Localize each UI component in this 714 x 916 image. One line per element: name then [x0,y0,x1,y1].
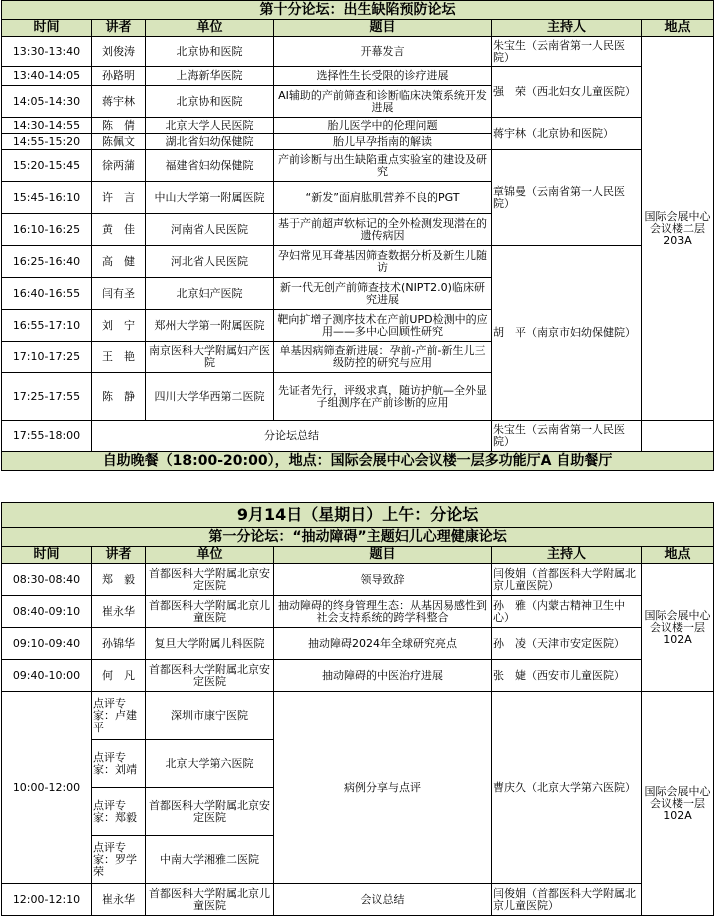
speaker-cell: 陈 倩 [92,118,146,134]
unit-cell: 中南大学湘雅二医院 [146,836,274,884]
host-cell: 曹庆久（北京大学第六医院） [492,692,642,884]
time-cell: 14:55-15:20 [2,134,92,150]
header-host: 主持人 [492,547,642,564]
location-cell: 国际会展中心会议楼一层102A [642,692,714,916]
speaker-cell: 王 艳 [92,342,146,373]
unit-cell: 郑州大学第一附属医院 [146,310,274,342]
location-cell: 国际会展中心会议楼二层203A [642,37,714,421]
unit-cell: 南京医科大学附属妇产医院 [146,342,274,373]
header-location: 地点 [642,547,714,564]
topic-cell: 抽动障碍的终身管理生态：从基因易感性到社会支持系统的跨学科整合 [274,596,492,628]
unit-cell: 河南省人民医院 [146,214,274,246]
header-topic: 题目 [274,547,492,564]
header-unit: 单位 [146,547,274,564]
topic-cell: 单基因病筛查新进展：孕前-产前-新生儿三级防控的研究与应用 [274,342,492,373]
forum-10-table [1,0,714,471]
host-cell: 孙 雅（内蒙古精神卫生中心） [492,596,642,628]
time-cell: 16:25-16:40 [2,246,92,278]
unit-cell: 福建省妇幼保健院 [146,150,274,182]
time-cell: 17:10-17:25 [2,342,92,373]
header-unit: 单位 [146,20,274,37]
topic-cell: 靶向扩增子测序技术在产前UPD检测中的应用——多中心回顾性研究 [274,310,492,342]
location-cell: 国际会展中心会议楼一层102A [642,564,714,692]
dinner-notice: 自助晚餐（18:00-20:00），地点：国际会展中心会议楼一层多功能厅A 自助餐厅 [2,452,714,471]
speaker-cell: 陈佩文 [92,134,146,150]
unit-cell: 北京协和医院 [146,37,274,67]
host-cell: 蒋宇林（北京协和医院） [492,118,642,150]
header-time: 时间 [2,20,92,37]
speaker-cell: 孙锦华 [92,628,146,660]
unit-cell: 上海新华医院 [146,67,274,86]
speaker-cell: 刘俊涛 [92,37,146,67]
header-host: 主持人 [492,20,642,37]
time-cell: 15:20-15:45 [2,150,92,182]
speaker-cell: 闫有圣 [92,278,146,310]
topic-cell: 孕妇常见耳聋基因筛查数据分析及新生儿随访 [274,246,492,278]
topic-cell: “新发”面肩肱肌营养不良的PGT [274,182,492,214]
topic-cell: 选择性生长受限的诊疗进展 [274,67,492,86]
time-cell: 14:30-14:55 [2,118,92,134]
forum-title: 第十分论坛：出生缺陷预防论坛 [2,1,714,20]
location-cell-empty [642,421,714,452]
unit-cell: 河北省人民医院 [146,246,274,278]
speaker-cell: 高 健 [92,246,146,278]
topic-cell: 先证者先行，评级求真，随访护航—全外显子组测序在产前诊断的应用 [274,373,492,421]
speaker-cell: 徐两蒲 [92,150,146,182]
unit-cell: 首都医科大学附属北京安定医院 [146,564,274,596]
topic-cell: 胎儿早孕指南的解读 [274,134,492,150]
header-location: 地点 [642,20,714,37]
unit-cell: 首都医科大学附属北京儿童医院 [146,884,274,916]
time-cell: 16:55-17:10 [2,310,92,342]
time-cell: 09:10-09:40 [2,628,92,660]
section-gap [0,471,714,502]
date-title: 9月14日（星期日）上午：分论坛 [2,503,714,528]
time-cell: 17:25-17:55 [2,373,92,421]
unit-cell: 四川大学华西第二医院 [146,373,274,421]
topic-cell: 产前诊断与出生缺陷重点实验室的建设及研究 [274,150,492,182]
topic-cell: 抽动障碍2024年全球研究亮点 [274,628,492,660]
time-cell: 15:45-16:10 [2,182,92,214]
speaker-cell: 点评专家：刘靖 [92,740,146,788]
host-cell: 胡 平（南京市妇幼保健院） [492,246,642,421]
topic-cell: 抽动障碍的中医治疗进展 [274,660,492,692]
speaker-cell: 崔永华 [92,884,146,916]
host-cell: 强 荣（西北妇女儿童医院） [492,67,642,118]
time-cell: 08:30-08:40 [2,564,92,596]
topic-cell: AI辅助的产前筛查和诊断临床决策系统开发进展 [274,86,492,118]
time-cell: 13:40-14:05 [2,67,92,86]
host-cell: 朱宝生（云南省第一人民医院） [492,421,642,452]
speaker-cell: 蒋宇林 [92,86,146,118]
host-cell: 孙 凌（天津市安定医院） [492,628,642,660]
speaker-cell: 点评专家：郑毅 [92,788,146,836]
host-cell: 章锦曼（云南省第一人民医院） [492,150,642,246]
topic-cell: 胎儿医学中的伦理问题 [274,118,492,134]
speaker-cell: 许 言 [92,182,146,214]
time-cell: 12:00-12:10 [2,884,92,916]
unit-cell: 北京大学第六医院 [146,740,274,788]
topic-cell: 领导致辞 [274,564,492,596]
host-cell: 张 婕（西安市儿童医院） [492,660,642,692]
unit-cell: 湖北省妇幼保健院 [146,134,274,150]
time-cell: 16:40-16:55 [2,278,92,310]
unit-cell: 首都医科大学附属北京安定医院 [146,788,274,836]
header-speaker: 讲者 [92,547,146,564]
topic-cell: 开幕发言 [274,37,492,67]
summary-cell: 分论坛总结 [92,421,492,452]
time-cell: 10:00-12:00 [2,692,92,884]
speaker-cell: 崔永华 [92,596,146,628]
speaker-cell: 刘 宁 [92,310,146,342]
header-speaker: 讲者 [92,20,146,37]
speaker-cell: 黄 佳 [92,214,146,246]
topic-cell: 病例分享与点评 [274,692,492,884]
unit-cell: 首都医科大学附属北京儿童医院 [146,596,274,628]
header-time: 时间 [2,547,92,564]
unit-cell: 深圳市康宁医院 [146,692,274,740]
topic-cell: 会议总结 [274,884,492,916]
unit-cell: 中山大学第一附属医院 [146,182,274,214]
unit-cell: 复旦大学附属儿科医院 [146,628,274,660]
time-cell: 14:05-14:30 [2,86,92,118]
time-cell: 17:55-18:00 [2,421,92,452]
topic-cell: 新一代无创产前筛查技术(NIPT2.0)临床研究进展 [274,278,492,310]
time-cell: 09:40-10:00 [2,660,92,692]
host-cell: 闫俊娟（首都医科大学附属北京儿童医院） [492,564,642,596]
unit-cell: 北京大学人民医院 [146,118,274,134]
header-topic: 题目 [274,20,492,37]
host-cell: 闫俊娟（首都医科大学附属北京儿童医院） [492,884,642,916]
speaker-cell: 陈 静 [92,373,146,421]
forum-title: 第一分论坛：“抽动障碍”主题妇儿心理健康论坛 [2,528,714,547]
time-cell: 13:30-13:40 [2,37,92,67]
time-cell: 16:10-16:25 [2,214,92,246]
unit-cell: 北京协和医院 [146,86,274,118]
unit-cell: 北京妇产医院 [146,278,274,310]
topic-cell: 基于产前超声软标记的全外检测发现潜在的遗传病因 [274,214,492,246]
unit-cell: 首都医科大学附属北京安定医院 [146,660,274,692]
speaker-cell: 点评专家：卢建平 [92,692,146,740]
time-cell: 08:40-09:10 [2,596,92,628]
speaker-cell: 孙路明 [92,67,146,86]
speaker-cell: 何 凡 [92,660,146,692]
speaker-cell: 点评专家：罗学荣 [92,836,146,884]
speaker-cell: 郑 毅 [92,564,146,596]
host-cell: 朱宝生（云南省第一人民医院） [492,37,642,67]
forum-1-table [1,502,714,916]
